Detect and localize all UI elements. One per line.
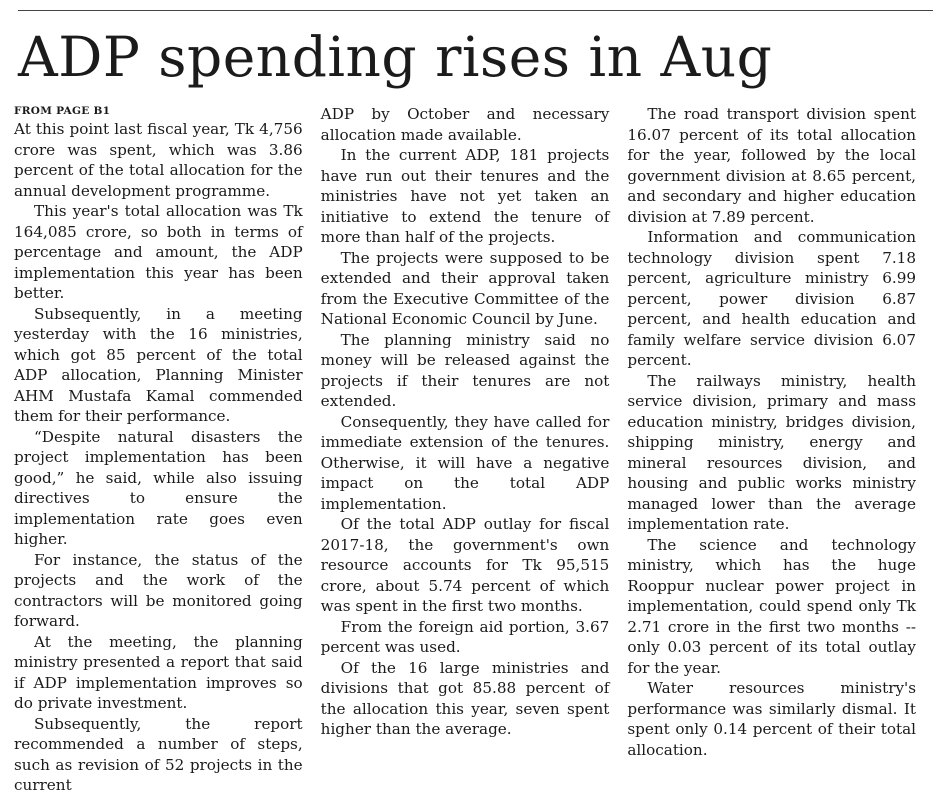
- paragraph: Of the total ADP outlay for fiscal 2017-18, the government's own resource accounts for Tk 95,515 crore, about 5.74 percent of which was spent in the first two months.: [320, 515, 610, 615]
- headline: ADP spending rises in Aug: [18, 25, 773, 89]
- column-3: [627, 104, 916, 779]
- column-1: [14, 104, 303, 794]
- column-2: [321, 104, 610, 779]
- paragraph: Water resources ministry's performance was similarly dismal. It spent only 0.14 percent of their total allocation.: [627, 679, 917, 759]
- paragraph: Subsequently, in a meeting yesterday with the 16 ministries, which got 85 percent of the total ADP allocation, Planning Minister AHM Mustafa Kamal commended them for their performance.: [14, 304, 303, 425]
- paragraph: Consequently, they have called for immediate extension of the tenures. Otherwise, it will have a negative impact on the total ADP implementation.: [320, 412, 610, 513]
- paragraph: The planning ministry said no money will be released against the projects if their tenures are not extended.: [320, 330, 610, 410]
- paragraph: At this point last fiscal year, Tk 4,756 crore was spent, which was 3.86 percent of the total allocation for the annual development programme.: [14, 120, 303, 200]
- paragraph: “Despite natural disasters the project implementation has been good,” he said, while also issuing directives to ensure the implementation rate goes even higher.: [14, 427, 303, 548]
- paragraph: Of the 16 large ministries and divisions that got 85.88 percent of the allocation this year, seven spent higher than the average.: [320, 658, 610, 738]
- paragraph: The road transport division spent 16.07 percent of its total allocation for the year, followed by the local government division at 8.65 percent, and secondary and higher education division at 7.89 percent.: [627, 105, 917, 226]
- paragraph: From the foreign aid portion, 3.67 percent was used.: [320, 617, 610, 656]
- paragraph: The railways ministry, health service division, primary and mass education ministry, bridges division, shipping ministry, energy and mineral resources division, and housing and public works ministry managed lower than the average implementation rate.: [627, 371, 917, 533]
- paragraph: This year's total allocation was Tk 164,085 crore, so both in terms of percentage and amount, the ADP implementation this year has been better.: [14, 202, 303, 302]
- kicker: FROM PAGE B1: [14, 105, 111, 117]
- paragraph: The projects were supposed to be extended and their approval taken from the Executive Committee of the National Economic Council by June.: [320, 248, 610, 328]
- paragraph: Information and communication technology division spent 7.18 percent, agriculture ministry 6.99 percent, power division 6.87 percent, and health education and family welfare service division 6.07 percent.: [627, 228, 917, 369]
- paragraph: ADP by October and necessary allocation made available.: [320, 105, 610, 144]
- paragraph: For instance, the status of the projects and the work of the contractors will be monitored going forward.: [14, 550, 303, 630]
- paragraph: Subsequently, the report recommended a number of steps, such as revision of 52 projects in the current: [14, 714, 303, 794]
- article-body: [14, 104, 917, 794]
- paragraph: The science and technology ministry, which has the huge Rooppur nuclear power project in implementation, could spend only Tk 2.71 crore in the first two months -- only 0.03 percent of its total outlay for the year.: [627, 535, 917, 677]
- top-rule: [18, 10, 933, 11]
- paragraph: In the current ADP, 181 projects have run out their tenures and the ministries have not yet taken an initiative to extend the tenure of more than half of the projects.: [320, 146, 610, 246]
- paragraph: At the meeting, the planning ministry presented a report that said if ADP implementation improves so do private investment.: [14, 632, 303, 712]
